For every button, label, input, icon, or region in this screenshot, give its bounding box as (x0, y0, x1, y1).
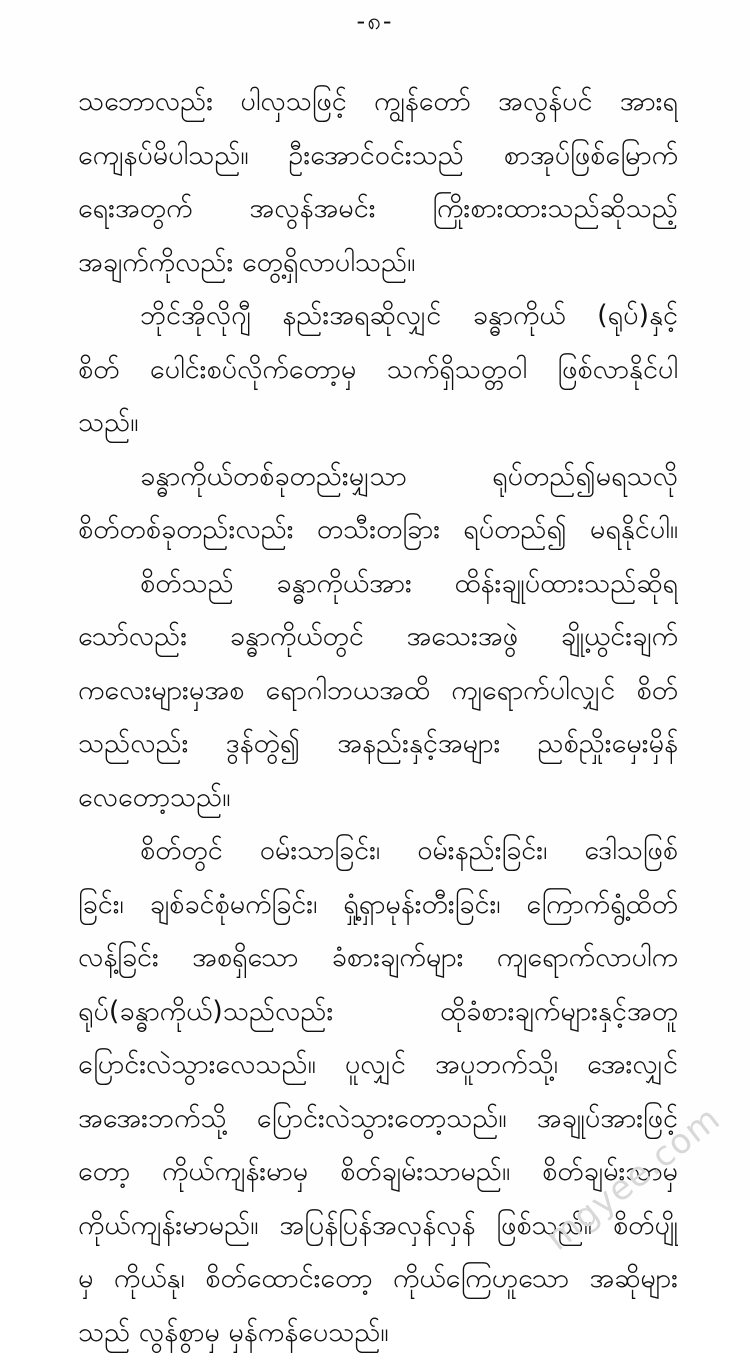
body-text (78, 75, 678, 1359)
text-line: သည်။ (78, 396, 678, 450)
text-line: အအေးဘက်သို့ ပြောင်းလဲသွားတော့သည်။ အချုပ်အားဖြင့် (78, 1092, 678, 1146)
text-line: စိတ်တွင် ဝမ်းသာခြင်း၊ ဝမ်းနည်းခြင်း၊ ဒေါသဖြစ် (78, 824, 678, 878)
text-line: သည်လည်း ဒွန်တွဲ၍ အနည်းနှင့်အများ ညစ်ညှိုးမှေးမှိန် (78, 717, 678, 771)
text-line: စိတ် ပေါင်းစပ်လိုက်တော့မှ သက်ရှိသတ္တဝါ ဖြစ်လာနိုင်ပါ (78, 343, 678, 397)
text-line: မှ ကိုယ်နု၊ စိတ်ထောင်းတော့ ကိုယ်ကြေဟူသော အဆိုများ (78, 1252, 678, 1306)
text-line: စိတ်သည် ခန္ဓာကိုယ်အား ထိန်းချုပ်ထားသည်ဆိုရ (78, 557, 678, 611)
text-line: အချက်ကိုလည်း တွေ့ရှိလာပါသည်။ (78, 236, 678, 290)
text-line: လန့်ခြင်း အစရှိသော ခံစားချက်များ ကျရောက်လာပါက (78, 931, 678, 985)
page-number: -၈- (0, 6, 750, 36)
text-line: သဘောလည်း ပါလှသဖြင့် ကျွန်တော် အလွန်ပင် အားရ (78, 75, 678, 129)
text-line: ကလေးများမှအစ ရောဂါဘယအထိ ကျရောက်ပါလျှင် စိတ် (78, 664, 678, 718)
text-line: ရေးအတွက် အလွန်အမင်း ကြိုးစားထားသည်ဆိုသည့် (78, 182, 678, 236)
text-line: ခန္ဓာကိုယ်တစ်ခုတည်းမျှသာ ရုပ်တည်၍မရသလို (78, 450, 678, 504)
text-line: သော်လည်း ခန္ဓာကိုယ်တွင် အသေးအဖွဲ ချို့ယွင်းချက် (78, 610, 678, 664)
text-line: ခြင်း၊ ချစ်ခင်စုံမက်ခြင်း၊ ရှုံ့ရှာမုန်းတီးခြင်း၊ ကြောက်ရွံ့ထိတ် (78, 878, 678, 932)
text-line: တော့ ကိုယ်ကျန်းမာမှ စိတ်ချမ်းသာမည်။ စိတ်ချမ်းသာမှ (78, 1145, 678, 1199)
text-line: လေတော့သည်။ (78, 771, 678, 825)
text-line: စိတ်တစ်ခုတည်းလည်း တသီးတခြား ရပ်တည်၍ မရနိုင်ပါ။ (78, 503, 678, 557)
watermark: mgyee.com (539, 1098, 728, 1258)
text-line: ကျေနပ်မိပါသည်။ ဦးအောင်ဝင်းသည် စာအုပ်ဖြစ်မြောက် (78, 129, 678, 183)
text-line: ရုပ်(ခန္ဓာကိုယ်)သည်လည်း ထိုခံစားချက်များနှင့်အတူ (78, 985, 678, 1039)
text-line: ကိုယ်ကျန်းမာမည်။ အပြန်ပြန်အလှန်လှန် ဖြစ်သည်။ စိတ်ပျို (78, 1199, 678, 1253)
text-line: သည် လွန်စွာမှ မှန်ကန်ပေသည်။ (78, 1306, 678, 1359)
text-line: ဘိုင်အိုလိုဂျီ နည်းအရဆိုလျှင် ခန္ဓာကိုယ် (ရုပ်)နှင့် (78, 289, 678, 343)
text-line: ပြောင်းလဲသွားလေသည်။ ပူလျှင် အပူဘက်သို့၊ အေးလျှင် (78, 1038, 678, 1092)
